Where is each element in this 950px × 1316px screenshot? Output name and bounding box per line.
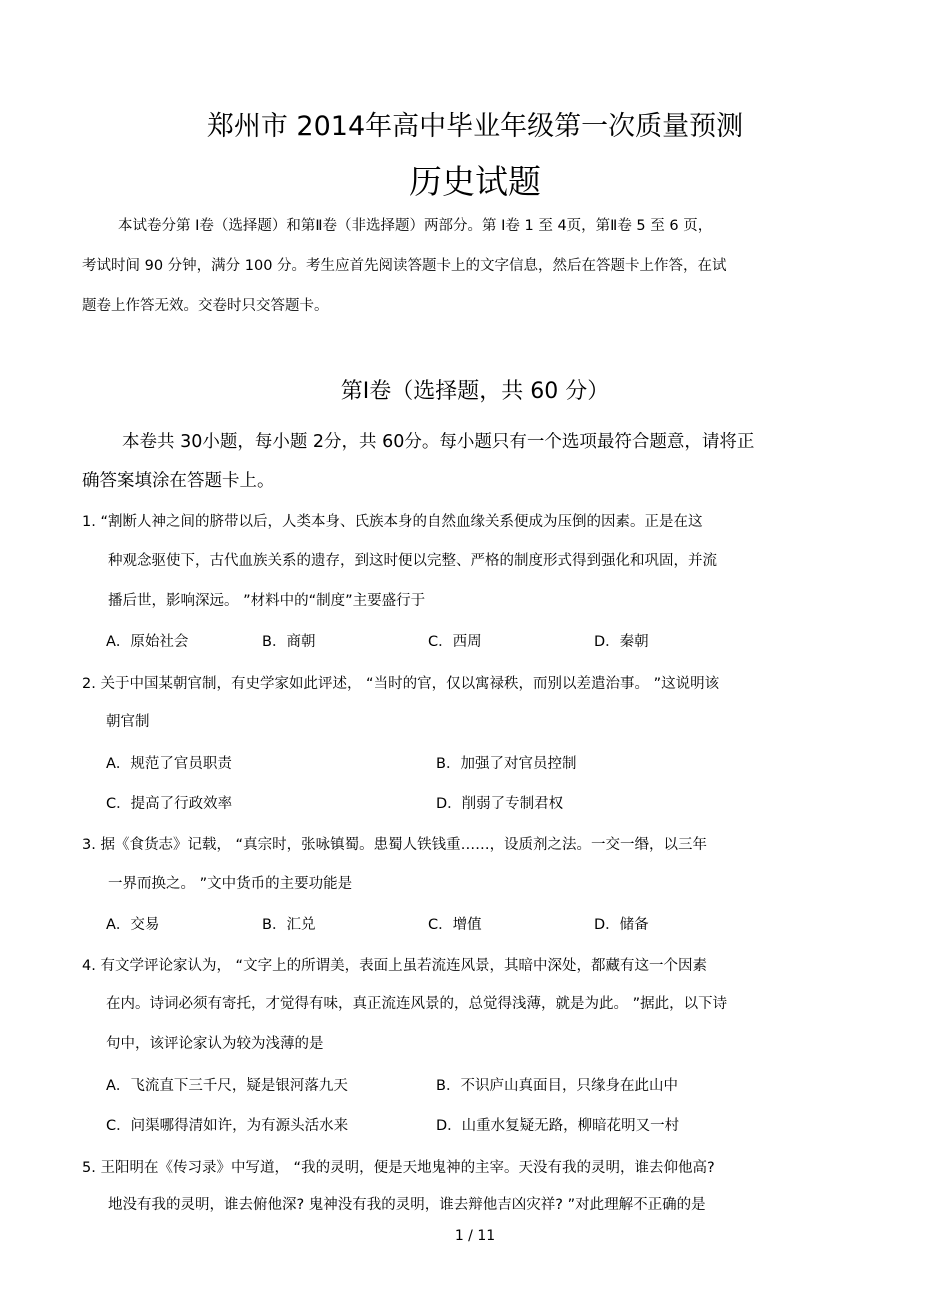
question-3-line-1: 3. 据《食货志》记载， “真宗时，张咏镇蜀。患蜀人铁钱重……，设质剂之法。一交一缗，以三年 bbox=[82, 837, 708, 853]
intro-line-1: 本试卷分第 Ⅰ卷（选择题）和第Ⅱ卷（非选择题）两部分。第 Ⅰ卷 1 至 4页，第Ⅱ卷 5 至 6 页， bbox=[118, 218, 713, 234]
question-4-option-a: A．飞流直下三千尺，疑是银河落九天 bbox=[106, 1078, 348, 1094]
section-note-line-1: 本卷共 30小题，每小题 2分，共 60分。每小题只有一个选项最符合题意，请将正 bbox=[122, 432, 755, 452]
question-1-line-2: 种观念驱使下，古代血族关系的遗存，到这时便以完整、严格的制度形式得到强化和巩固，并流 bbox=[108, 553, 717, 569]
question-4-line-1: 4. 有文学评论家认为， “文字上的所谓美，表面上虽若流连风景，其暗中深处，都藏有这一个因素 bbox=[82, 958, 708, 974]
intro-line-2: 考试时间 90 分钟，满分 100 分。考生应首先阅读答题卡上的文字信息，然后在答题卡上作答，在试 bbox=[82, 258, 727, 274]
question-3-option-c: C．增值 bbox=[428, 917, 482, 933]
question-3-line-2: 一界而换之。 ”文中货币的主要功能是 bbox=[108, 876, 353, 892]
intro-line-3: 题卷上作答无效。交卷时只交答题卡。 bbox=[82, 298, 329, 314]
question-4-option-d: D．山重水复疑无路，柳暗花明又一村 bbox=[436, 1118, 680, 1134]
question-2-line-1: 2. 关于中国某朝官制，有史学家如此评述， “当时的官，仅以寓禄秩，而别以差遣治事。 ”这说明该 bbox=[82, 676, 720, 692]
question-3-option-a: A．交易 bbox=[106, 917, 160, 933]
question-5-line-2: 地没有我的灵明，谁去俯他深? 鬼神没有我的灵明，谁去辩他吉凶灾祥? ”对此理解不正确的是 bbox=[108, 1197, 706, 1213]
question-4-option-b: B．不识庐山真面目，只缘身在此山中 bbox=[436, 1078, 678, 1094]
question-2-option-c: C．提高了行政效率 bbox=[106, 796, 233, 812]
question-1-option-a: A．原始社会 bbox=[106, 634, 189, 650]
section-note-line-2: 确答案填涂在答题卡上。 bbox=[82, 471, 275, 491]
question-4-line-3: 句中，该评论家认为较为浅薄的是 bbox=[106, 1036, 324, 1052]
question-2-line-2: 朝官制 bbox=[106, 714, 150, 730]
question-1-option-c: C．西周 bbox=[428, 634, 482, 650]
subject-title: 历史试题 bbox=[409, 162, 541, 201]
question-1-line-1: 1. “割断人神之间的脐带以后，人类本身、氏族本身的自然血缘关系便成为压倒的因素。正是在这 bbox=[82, 514, 703, 530]
question-2-option-b: B．加强了对官员控制 bbox=[436, 756, 577, 772]
question-1-option-b: B．商朝 bbox=[262, 634, 316, 650]
question-2-option-a: A．规范了官员职责 bbox=[106, 756, 232, 772]
question-3-option-b: B．汇兑 bbox=[262, 917, 316, 933]
exam-title: 郑州市 2014年高中毕业年级第一次质量预测 bbox=[206, 111, 744, 142]
question-4-line-2: 在内。诗词必须有寄托，才觉得有味，真正流连风景的，总觉得浅薄，就是为此。 ”据此，以下诗 bbox=[106, 996, 728, 1012]
page-number: 1 / 11 bbox=[454, 1228, 496, 1244]
question-2-option-d: D．削弱了专制君权 bbox=[436, 796, 564, 812]
question-3-option-d: D．储备 bbox=[594, 917, 649, 933]
question-1-option-d: D．秦朝 bbox=[594, 634, 649, 650]
question-1-line-3: 播后世，影响深远。 ”材料中的“制度”主要盛行于 bbox=[108, 593, 426, 609]
section-heading: 第Ⅰ卷（选择题，共 60 分） bbox=[340, 379, 610, 404]
question-5-line-1: 5. 王阳明在《传习录》中写道， “我的灵明，便是天地鬼神的主宰。天没有我的灵明，谁去仰他高? bbox=[82, 1160, 715, 1176]
question-4-option-c: C．问渠哪得清如许，为有源头活水来 bbox=[106, 1118, 349, 1134]
